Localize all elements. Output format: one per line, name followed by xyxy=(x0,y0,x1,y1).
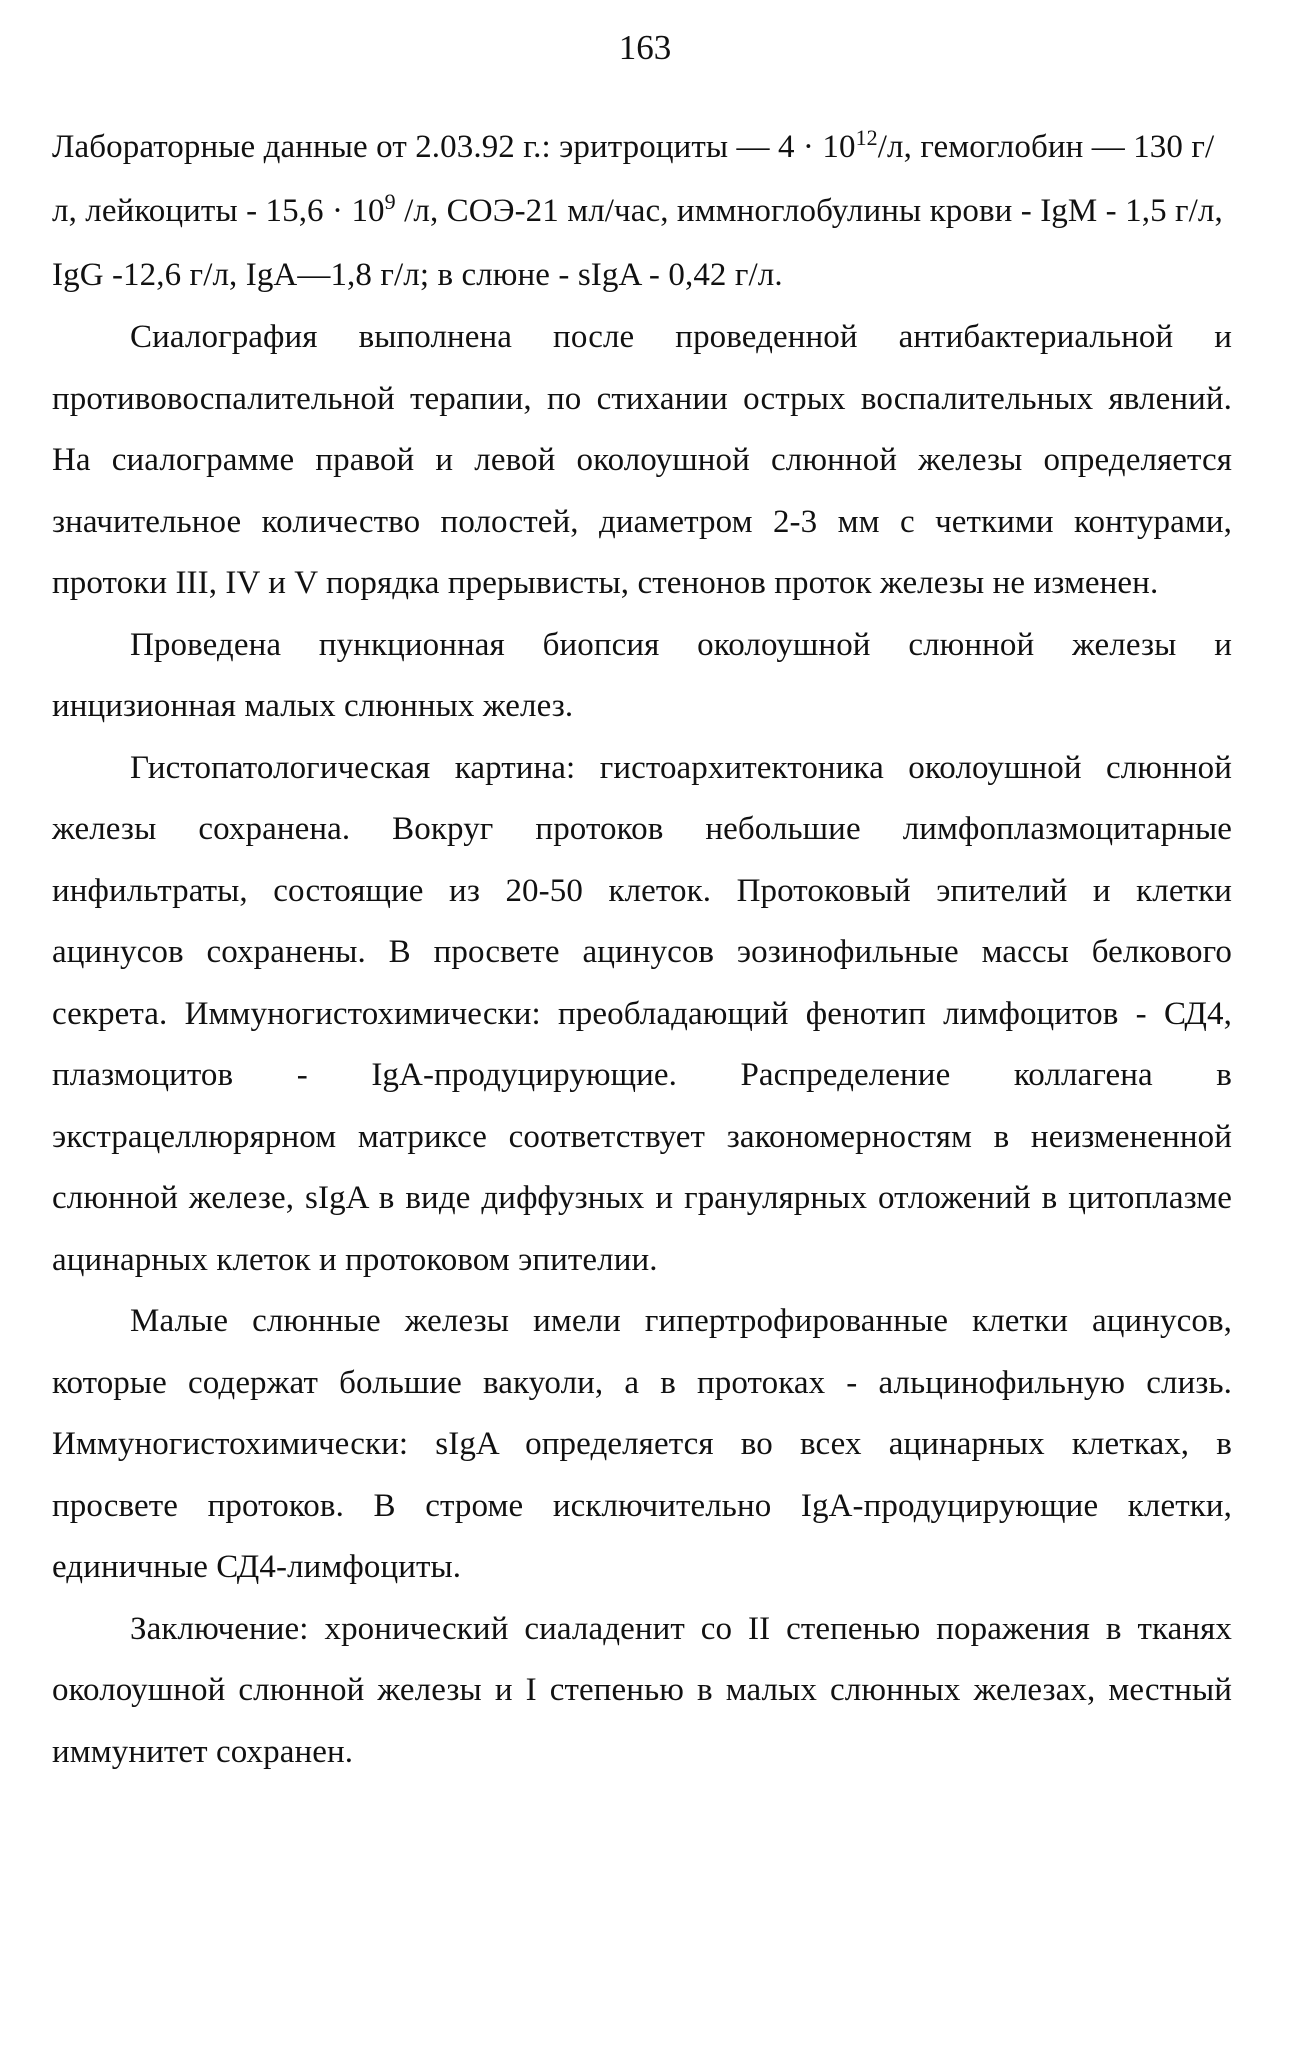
histopathology-paragraph: Гистопатологическая картина: гистоархитектоника околоушной слюнной железы сохранена. Вокруг протоков небольшие лимфоплазмоцитарные инфильтраты, состоящие из 20-50 клеток. Протоковый эпителий и клетки ацинусов сохранены. В просвете ацинусов эозинофильные массы белкового секрета. Иммуногистохимически: преобладающий фенотип лимфоцитов - СД4, плазмоцитов - IgA-продуцирующие. Распределение коллагена в экстрацеллюрярном матриксе соответствует закономерностям в неизмененной слюнной железе, sIgA в виде диффузных и гранулярных отложений в цитоплазме ацинарных клеток и протоковом эпителии. xyxy=(52,749,1232,1278)
lab-exponent-1: 12 xyxy=(855,125,878,150)
sialography-paragraph: Сиалография выполнена после проведенной антибактериальной и противовоспалительной терапии, по стихании острых воспалительных явлений. На сиалограмме правой и левой околоушной слюнной железы определяется значительное количество полостей, диаметром 2-3 мм с четкими контурами, протоки III, IV и V порядка прерывисты, стенонов проток железы не изменен. xyxy=(52,319,1232,601)
document-body xyxy=(52,115,1232,1783)
lab-text-part-2: /л, гемоглобин — 130 г/л, лейкоциты - 15,6 · 10 xyxy=(52,129,1215,229)
lab-exponent-2: 9 xyxy=(384,189,396,214)
conclusion-paragraph: Заключение: хронический сиаладенит со II степенью поражения в тканях околоушной слюнной железы и I степенью в малых слюнных железах, местный иммунитет сохранен. xyxy=(52,1610,1232,1770)
minor-glands-paragraph: Малые слюнные железы имели гипертрофированные клетки ацинусов, которые содержат большие вакуоли, а в протоках - альцинофильную слизь. Иммуногистохимически: sIgA определяется во всех ацинарных клетках, в просвете протоков. В строме исключительно IgA-продуцирующие клетки, единичные СД4-лимфоциты. xyxy=(52,1303,1232,1585)
page-number: 163 xyxy=(618,28,672,67)
lab-text-part-3: /л, СОЭ-21 мл/час, иммноглобулины крови - IgM - 1,5 г/л, IgG -12,6 г/л, IgA—1,8 г/л; в слюне - sIgA - 0,42 г/л. xyxy=(52,193,1223,293)
biopsy-paragraph: Проведена пункционная биопсия околоушной слюнной железы и инцизионная малых слюнных желез. xyxy=(52,626,1232,724)
lab-results-paragraph xyxy=(52,115,1232,307)
lab-text-part-1: Лабораторные данные от 2.03.92 г.: эритроциты — 4 · 10 xyxy=(52,129,856,165)
